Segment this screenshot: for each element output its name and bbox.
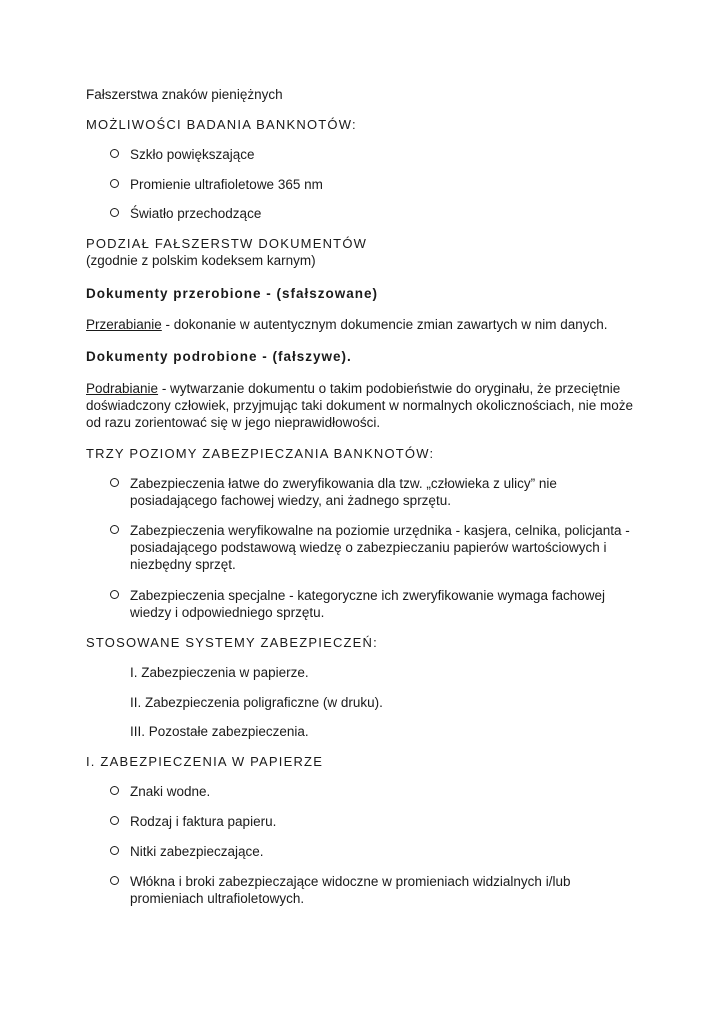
- section-heading-security-systems: STOSOWANE SYSTEMY ZABEZPIECZEŃ:: [86, 635, 378, 650]
- bullet-icon: [110, 525, 119, 534]
- list-item-line: niezbędny sprzęt.: [130, 557, 236, 572]
- list-item: Światło przechodzące: [130, 206, 262, 221]
- definition-line: [86, 380, 620, 397]
- list-item-line: wiedzy i odpowiedniego sprzętu.: [130, 605, 325, 620]
- definition-line: od razu zorientować się w jego nieprawidłowości.: [86, 415, 381, 430]
- section-heading-counterfeit-documents: Dokumenty podrobione - (fałszywe).: [86, 349, 352, 364]
- bullet-icon: [110, 179, 119, 188]
- bullet-icon: [110, 846, 119, 855]
- bullet-icon: [110, 786, 119, 795]
- section-subheading: (zgodnie z polskim kodeksem karnym): [86, 253, 316, 268]
- definition-text: - dokonanie w autentycznym dokumencie zmian zawartych w nim danych.: [161, 317, 608, 332]
- definition-line: doświadczony człowiek, przyjmując taki dokument w normalnych okolicznościach, nie może: [86, 398, 633, 413]
- definition-term: Podrabianie: [86, 381, 159, 396]
- section-heading-paper-security: I. ZABEZPIECZENIA W PAPIERZE: [86, 754, 324, 769]
- bullet-icon: [110, 208, 119, 217]
- list-item-line: Zabezpieczenia specjalne - kategoryczne ich zweryfikowanie wymaga fachowej: [130, 588, 605, 603]
- list-item-line: Zabezpieczenia weryfikowalne na poziomie urzędnika - kasjera, celnika, policjanta -: [130, 523, 630, 538]
- list-item-line: promieniach ultrafioletowych.: [130, 891, 305, 906]
- list-item-line: posiadającego podstawową wiedzę o zabezpieczaniu papierów wartościowych i: [130, 540, 607, 555]
- bullet-icon: [110, 149, 119, 158]
- list-item-line: posiadającego fachowej wiedzy, ani żadnego sprzętu.: [130, 493, 451, 508]
- bullet-icon: [110, 590, 119, 599]
- bullet-icon: [110, 478, 119, 487]
- section-heading-security-levels: TRZY POZIOMY ZABEZPIECZANIA BANKNOTÓW:: [86, 446, 435, 461]
- list-item: I. Zabezpieczenia w papierze.: [130, 665, 309, 680]
- page-title: Fałszerstwa znaków pieniężnych: [86, 87, 283, 102]
- section-heading-altered-documents: Dokumenty przerobione - (sfałszowane): [86, 286, 379, 301]
- definition-paragraph: [86, 316, 608, 333]
- list-item: Szkło powiększające: [130, 147, 255, 162]
- list-item-line: Zabezpieczenia łatwe do zweryfikowania dla tzw. „człowieka z ulicy” nie: [130, 476, 557, 491]
- bullet-icon: [110, 876, 119, 885]
- definition-text: - wytwarzanie dokumentu o takim podobieństwie do oryginału, że przeciętnie: [158, 381, 621, 396]
- list-item-line: Włókna i broki zabezpieczające widoczne w promieniach widzialnych i/lub: [130, 874, 571, 889]
- bullet-icon: [110, 816, 119, 825]
- section-heading-forgery-division: PODZIAŁ FAŁSZERSTW DOKUMENTÓW: [86, 236, 368, 251]
- list-item: Rodzaj i faktura papieru.: [130, 814, 277, 829]
- definition-term: Przerabianie: [86, 317, 162, 332]
- list-item: II. Zabezpieczenia poligraficzne (w druku).: [130, 695, 383, 710]
- list-item: Nitki zabezpieczające.: [130, 844, 264, 859]
- section-heading-examination: MOŻLIWOŚCI BADANIA BANKNOTÓW:: [86, 117, 357, 132]
- list-item: III. Pozostałe zabezpieczenia.: [130, 724, 309, 739]
- list-item: Znaki wodne.: [130, 784, 211, 799]
- list-item: Promienie ultrafioletowe 365 nm: [130, 177, 323, 192]
